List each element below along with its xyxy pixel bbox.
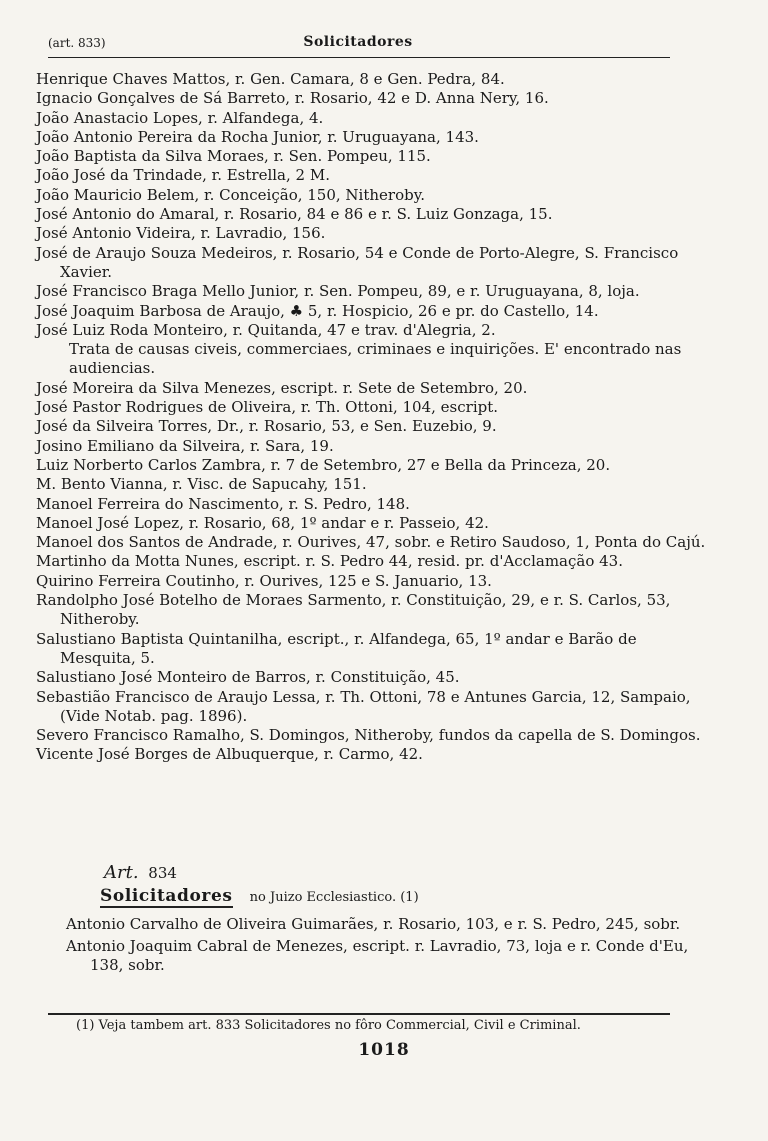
entry-text: Ignacio Gonçalves de Sá Barreto, r. Rosario, 42 e D. Anna Nery, 16. (36, 89, 549, 108)
entry-text: Martinho da Motta Nunes, escript. r. S. Pedro 44, resid. pr. d'Acclamação 43. (36, 552, 623, 571)
entry-text: Luiz Norberto Carlos Zambra, r. 7 de Setembro, 27 e Bella da Princeza, 20. (36, 455, 611, 474)
list-entry (36, 89, 716, 108)
solicitor-list (36, 70, 716, 765)
entry-text: José da Silveira Torres, Dr., r. Rosario, 53, e Sen. Euzebio, 9. (36, 417, 497, 436)
entry-text: José de Araujo Souza Medeiros, r. Rosario, 54 e Conde de Porto-Alegre, S. Francisco Xavier. (36, 243, 679, 281)
entry-text: Josino Emiliano da Silveira, r. Sara, 19. (36, 436, 334, 455)
list-entry (36, 495, 716, 514)
ecclesiastic-solicitor-list (66, 915, 706, 978)
entry-text: Antonio Carvalho de Oliveira Guimarães, r. Rosario, 103, e r. S. Pedro, 245, sobr. (66, 915, 681, 933)
list-entry (36, 128, 716, 147)
entry-text: M. Bento Vianna, r. Visc. de Sapucahy, 151. (36, 475, 367, 494)
entry-text: Vicente José Borges de Albuquerque, r. Carmo, 42. (36, 745, 423, 764)
entry-text: Salustiano Baptista Quintanilha, escript., r. Alfandega, 65, 1º andar e Barão de Mesquita, 5. (36, 629, 637, 667)
entry-text: José Antonio Videira, r. Lavradio, 156. (36, 224, 326, 243)
entry-text: José Antonio do Amaral, r. Rosario, 84 e 86 e r. S. Luiz Gonzaga, 15. (36, 205, 553, 224)
list-entry (36, 109, 716, 128)
list-entry (36, 417, 716, 436)
footnote: (1) Veja tambem art. 833 Solicitadores no fôro Commercial, Civil e Criminal. (76, 1018, 581, 1033)
entry-text: Severo Francisco Ramalho, S. Domingos, Nitheroby, fundos da capella de S. Domingos. (36, 726, 701, 745)
list-entry (36, 552, 716, 571)
entry-text: Salustiano José Monteiro de Barros, r. Constituição, 45. (36, 668, 460, 687)
entry-text: Manoel dos Santos de Andrade, r. Ourives, 47, sobr. e Retiro Saudoso, 1, Ponta do Cajú. (36, 533, 706, 552)
list-entry (36, 244, 716, 283)
entry-text: José Joaquim Barbosa de Araujo, ♣ 5, r. Hospicio, 26 e pr. do Castello, 14. (36, 301, 599, 320)
entry-text: José Luiz Roda Monteiro, r. Quitanda, 47 e trav. d'Alegria, 2. (36, 320, 496, 339)
header-rule (48, 57, 670, 58)
list-entry (36, 379, 716, 398)
list-entry (36, 321, 716, 379)
entry-text: João Anastacio Lopes, r. Alfandega, 4. (36, 108, 324, 127)
list-entry (36, 147, 716, 166)
footnote-rule (48, 1013, 670, 1015)
list-entry (36, 186, 716, 205)
running-title: Solicitadores (303, 34, 413, 50)
article-heading (104, 862, 177, 883)
list-entry (36, 70, 716, 89)
entry-text: João Baptista da Silva Moraes, r. Sen. Pompeu, 115. (36, 147, 431, 166)
entry-text: João José da Trindade, r. Estrella, 2 M. (36, 166, 330, 185)
entry-text: José Francisco Braga Mello Junior, r. Sen. Pompeu, 89, e r. Uruguayana, 8, loja. (36, 282, 640, 301)
list-entry (66, 937, 706, 976)
entry-text: Manoel José Lopez, r. Rosario, 68, 1º andar e r. Passeio, 42. (36, 513, 489, 532)
article-number: 834 (148, 864, 177, 882)
list-entry (36, 745, 716, 764)
page-number: 1018 (358, 1040, 410, 1060)
entry-text: João Antonio Pereira da Rocha Junior, r. Uruguayana, 143. (36, 127, 479, 146)
list-entry (36, 456, 716, 475)
list-entry (36, 282, 716, 301)
entry-text: Henrique Chaves Mattos, r. Gen. Camara, 8 e Gen. Pedra, 84. (36, 70, 505, 88)
entry-text: Antonio Joaquim Cabral de Menezes, escript. r. Lavradio, 73, loja e r. Conde d'Eu, 138, sobr. (66, 936, 689, 974)
page-header (48, 34, 668, 56)
list-entry (36, 726, 716, 745)
entry-text: Randolpho José Botelho de Moraes Sarmento, r. Constituição, 29, e r. S. Carlos, 53, Nitheroby. (36, 591, 671, 629)
list-entry (36, 514, 716, 533)
section-heading (100, 886, 419, 908)
entry-text: Sebastião Francisco de Araujo Lessa, r. Th. Ottoni, 78 e Antunes Garcia, 12, Sampaio, (Vide Notab. pag. 1896). (36, 687, 691, 725)
list-entry (36, 668, 716, 687)
article-label: Art. (104, 862, 139, 883)
list-entry (36, 302, 716, 321)
entry-text: Manoel Ferreira do Nascimento, r. S. Pedro, 148. (36, 494, 410, 513)
list-entry (36, 166, 716, 185)
entry-note: Trata de causas civeis, commerciaes, criminaes e inquirições. E' encontrado nas audiencias. (69, 340, 682, 378)
list-entry (36, 630, 716, 669)
article-reference: (art. 833) (48, 36, 106, 50)
list-entry (36, 205, 716, 224)
list-entry (36, 591, 716, 630)
entry-text: José Pastor Rodrigues de Oliveira, r. Th. Ottoni, 104, escript. (36, 398, 499, 417)
list-entry (36, 688, 716, 727)
list-entry (36, 475, 716, 494)
entry-text: José Moreira da Silva Menezes, escript. r. Sete de Setembro, 20. (36, 378, 528, 397)
entry-text: Quirino Ferreira Coutinho, r. Ourives, 125 e S. Januario, 13. (36, 571, 492, 590)
entry-text: João Mauricio Belem, r. Conceição, 150, Nitheroby. (36, 185, 425, 204)
list-entry (36, 533, 716, 552)
section-subtitle: no Juizo Ecclesiastico. (1) (249, 890, 419, 905)
list-entry (36, 572, 716, 591)
list-entry (66, 915, 706, 935)
list-entry (36, 224, 716, 243)
section-title: Solicitadores (100, 886, 233, 906)
list-entry (36, 437, 716, 456)
list-entry (36, 398, 716, 417)
